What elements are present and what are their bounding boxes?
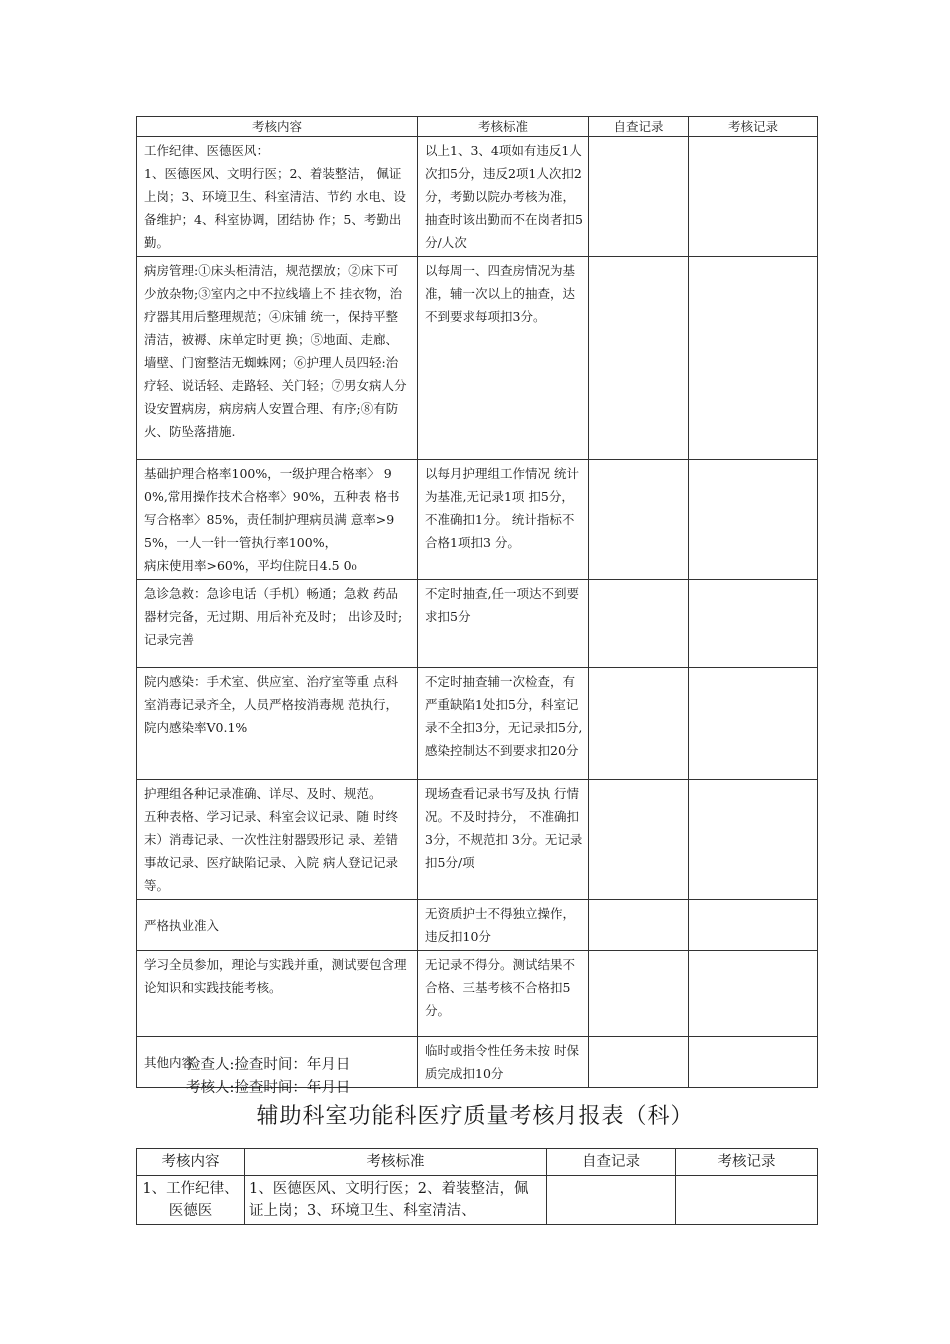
cell-content: 工作纪律、医德医风： 1、医德医风、文明行医；2、着装整洁， 佩证上岗；3、环境卫生、科室清洁、节约 水电、设备维护；4、科室协调，团结协 作；5、考勤出勤。 [137, 137, 418, 257]
cell-review[interactable] [689, 257, 818, 460]
header-review: 考核记录 [676, 1149, 818, 1176]
cell-standard: 现场查看记录书写及执 行情况。不及时持分， 不准确扣3分，不规范扣 3分。无记录扣5分/项 [418, 780, 589, 900]
header-content: 考核内容 [137, 1149, 245, 1176]
cell-content: 严格执业准入 [137, 900, 418, 951]
cell-standard: 以上1、3、4项如有违反1人次扣5分，违反2项1人次扣2分，考勤以院办考核为准，抽查时该出勤而不在岗者扣5分/人次 [418, 137, 589, 257]
cell-review[interactable] [689, 900, 818, 951]
cell-content: 急诊急救：急诊电话（手机）畅通；急救 药品器材完备，无过期、用后补充及时； 出诊及时;记录完善 [137, 580, 418, 668]
table-row [137, 1176, 818, 1225]
table-header-row [137, 117, 818, 137]
cell-standard: 以每月护理组工作情况 统计为基准,无记录1项 扣5分，不准确扣1分。 统计指标不合格1项扣3 分。 [418, 460, 589, 580]
header-self-check: 自查记录 [589, 117, 689, 137]
table-row [137, 900, 818, 951]
cell-self-check[interactable] [589, 900, 689, 951]
cell-self-check[interactable] [547, 1176, 676, 1225]
cell-review[interactable] [689, 460, 818, 580]
cell-standard: 1、医德医风、文明行医；2、着装整洁，佩证上岗；3、环境卫生、科室清洁、 [245, 1176, 547, 1225]
cell-review[interactable] [689, 580, 818, 668]
header-content: 考核内容 [137, 117, 418, 137]
table-row [137, 951, 818, 1037]
cell-review[interactable] [676, 1176, 818, 1225]
cell-self-check[interactable] [589, 951, 689, 1037]
monthly-report-table [136, 1148, 818, 1225]
cell-self-check[interactable] [589, 137, 689, 257]
cell-self-check[interactable] [589, 780, 689, 900]
table-row [137, 460, 818, 580]
cell-content: 病房管理:①床头柜清洁，规范摆放；②床下可少放杂物;③室内之中不拉线墙上不 挂衣物，治疗器其用后整理规范；④床铺 统一，保持平整清洁，被褥、床单定时更 换；⑤地面、走廊、墙壁、门窗整洁无蜘蛛网；⑥护理人员四轻:治疗轻、说话轻、走路轻、关门轻；⑦男女病人分设安置病房，病房病人安置合理、有序;⑧有防火、防坠落措施. [137, 257, 418, 460]
cell-standard: 无记录不得分。测试结果不合格、三基考核不合格扣5分。 [418, 951, 589, 1037]
assessment-table [136, 116, 818, 1088]
header-standard: 考核标准 [418, 117, 589, 137]
cell-standard: 临时或指令性任务未按 时保质完成扣10分 [418, 1037, 589, 1088]
cell-content: 院内感染：手术室、供应室、治疗室等重 点科室消毒记录齐全，人员严格按消毒规 范执行，院内感染率V0.1% [137, 668, 418, 780]
header-self-check: 自查记录 [547, 1149, 676, 1176]
cell-standard: 无资质护士不得独立操作，违反扣10分 [418, 900, 589, 951]
reviewer-line: 考核人:捡查时间：年月日 [186, 1080, 351, 1096]
cell-review[interactable] [689, 951, 818, 1037]
section-title: 辅助科室功能科医疗质量考核月报表（科） [256, 1104, 694, 1129]
cell-content: 1、工作纪律、医德医 [137, 1176, 245, 1225]
cell-standard: 不定时抽查辅一次检查，有严重缺陷1处扣5分，科室记录不全扣3分，无记录扣5分,感染控制达不到要求扣20分 [418, 668, 589, 780]
table-row [137, 668, 818, 780]
table-row [137, 780, 818, 900]
cell-review[interactable] [689, 1037, 818, 1088]
cell-self-check[interactable] [589, 257, 689, 460]
cell-self-check[interactable] [589, 460, 689, 580]
cell-review[interactable] [689, 780, 818, 900]
cell-content: 基础护理合格率100%，一级护理合格率〉 90%,常用操作技术合格率〉90%，五种表 格书写合格率〉85%，责任制护理病员满 意率>95%，一人一针一管执行率100%， 病床使用率>60%，平均住院日4.5 0₀ [137, 460, 418, 580]
cell-content: 学习全员参加，理论与实践并重，测试要包含理论知识和实践技能考核。 [137, 951, 418, 1037]
cell-standard: 不定时抽查,任一项达不到要求扣5分 [418, 580, 589, 668]
table-row [137, 580, 818, 668]
cell-review[interactable] [689, 668, 818, 780]
cell-content: 护理组各种记录准确、详尽、及时、规范。 五种表格、学习记录、科室会议记录、随 时终末）消毒记录、一次性注射器毁形记 录、差错事故记录、医疗缺陷记录、入院 病人登记记录等。 [137, 780, 418, 900]
cell-self-check[interactable] [589, 1037, 689, 1088]
header-standard: 考核标准 [245, 1149, 547, 1176]
table-row [137, 257, 818, 460]
cell-review[interactable] [689, 137, 818, 257]
table-header-row [137, 1149, 818, 1176]
cell-self-check[interactable] [589, 668, 689, 780]
table-row [137, 137, 818, 257]
cell-content: 其他内容 [137, 1037, 418, 1088]
header-review: 考核记录 [689, 117, 818, 137]
inspector-line: 捡查人:捡查时间：年月日 [186, 1057, 351, 1073]
cell-standard: 以每周一、四查房情况为基准，辅一次以上的抽查，达不到要求每项扣3分。 [418, 257, 589, 460]
cell-self-check[interactable] [589, 580, 689, 668]
